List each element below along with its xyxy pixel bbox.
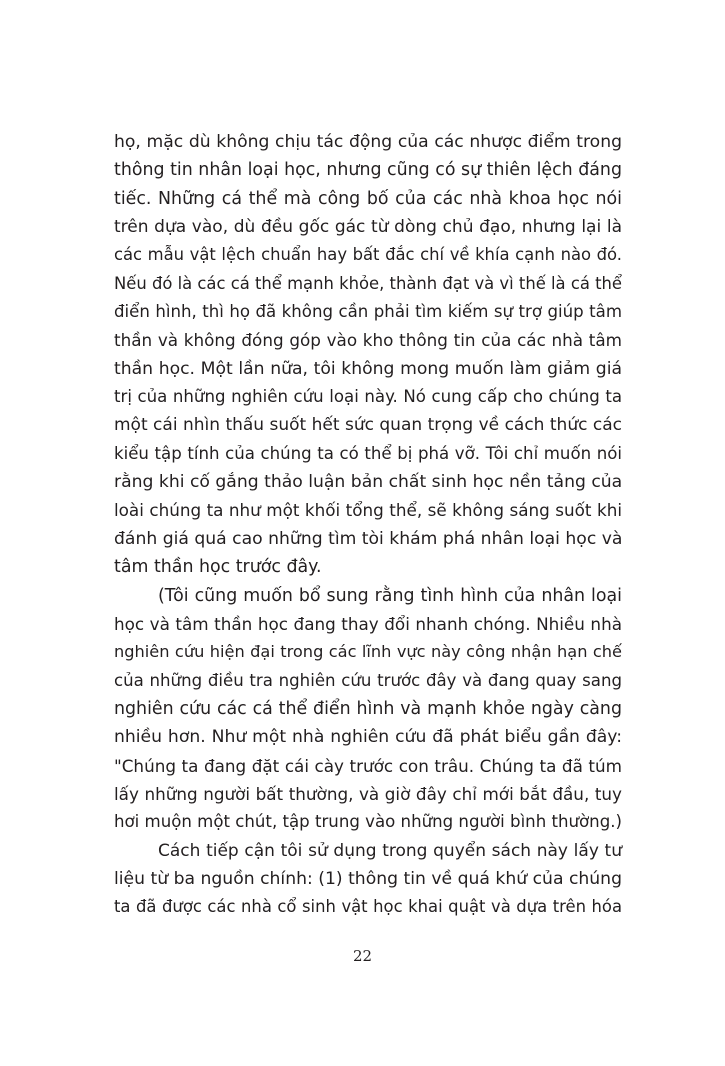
text-line: thông tin nhân loại học, nhưng cũng có sự thiên lệch đáng bbox=[114, 160, 622, 181]
text-line: (Tôi cũng muốn bổ sung rằng tình hình của nhân loại bbox=[158, 585, 622, 606]
text-line: nghiên cứu hiện đại trong các lĩnh vực này công nhận hạn chế bbox=[114, 642, 622, 662]
text-line: học và tâm thần học đang thay đổi nhanh chóng. Nhiều nhà bbox=[114, 613, 622, 634]
text-line: lấy những người bất thường, và giờ đây chỉ mới bắt đầu, tuy bbox=[114, 783, 622, 804]
text-line: thần và không đóng góp vào kho thông tin của các nhà tâm bbox=[114, 330, 622, 351]
text-line: trên dựa vào, dù đều gốc gác từ dòng chủ đạo, nhưng lại là bbox=[114, 217, 622, 238]
text-line: trị của những nghiên cứu loại này. Nó cung cấp cho chúng ta bbox=[114, 387, 622, 407]
text-line: Cách tiếp cận tôi sử dụng trong quyển sách này lấy tư bbox=[158, 840, 622, 861]
text-line: hơi muộn một chút, tập trung vào những người bình thường.) bbox=[114, 812, 622, 832]
text-line: ta đã được các nhà cổ sinh vật học khai quật và dựa trên hóa bbox=[114, 897, 622, 917]
text-line: thần học. Một lần nữa, tôi không mong muốn làm giảm giá bbox=[114, 358, 622, 379]
text-line: rằng khi cố gắng thảo luận bản chất sinh học nền tảng của bbox=[114, 472, 623, 493]
text-line: loài chúng ta như một khối tổng thể, sẽ không sáng suốt khi bbox=[114, 500, 622, 521]
text-line: của những điều tra nghiên cứu trước đây và đang quay sang bbox=[114, 670, 622, 690]
text-line: điển hình, thì họ đã không cần phải tìm kiếm sự trợ giúp tâm bbox=[114, 302, 622, 322]
paragraph-3 bbox=[114, 837, 622, 922]
text-line: một cái nhìn thấu suốt hết sức quan trọng về cách thức các bbox=[114, 415, 622, 436]
text-line: Nếu đó là các cá thể mạnh khỏe, thành đạt và vì thế là cá thể bbox=[114, 273, 622, 293]
paragraph-1 bbox=[114, 128, 622, 582]
text-line: nghiên cứu các cá thể điển hình và mạnh khỏe ngày càng bbox=[114, 698, 622, 719]
body-text bbox=[114, 128, 622, 922]
text-line: các mẫu vật lệch chuẩn hay bất đắc chí về khía cạnh nào đó. bbox=[114, 245, 622, 265]
text-line: đánh giá quá cao những tìm tòi khám phá nhân loại học và bbox=[114, 528, 623, 549]
page-number: 22 bbox=[352, 947, 373, 965]
text-line: tâm thần học trước đây. bbox=[114, 557, 322, 578]
paragraph-2 bbox=[114, 582, 622, 837]
text-line: kiểu tập tính của chúng ta có thể bị phá vỡ. Tôi chỉ muốn nói bbox=[114, 443, 622, 463]
text-line: nhiều hơn. Như một nhà nghiên cứu đã phát biểu gần đây: bbox=[114, 727, 622, 748]
text-line: tiếc. Những cá thể mà công bố của các nhà khoa học nói bbox=[114, 188, 622, 209]
text-line: liệu từ ba nguồn chính: (1) thông tin về quá khứ của chúng bbox=[114, 868, 622, 889]
text-line: họ, mặc dù không chịu tác động của các nhược điểm trong bbox=[114, 132, 622, 152]
text-line: "Chúng ta đang đặt cái cày trước con trâu. Chúng ta đã túm bbox=[114, 755, 622, 776]
